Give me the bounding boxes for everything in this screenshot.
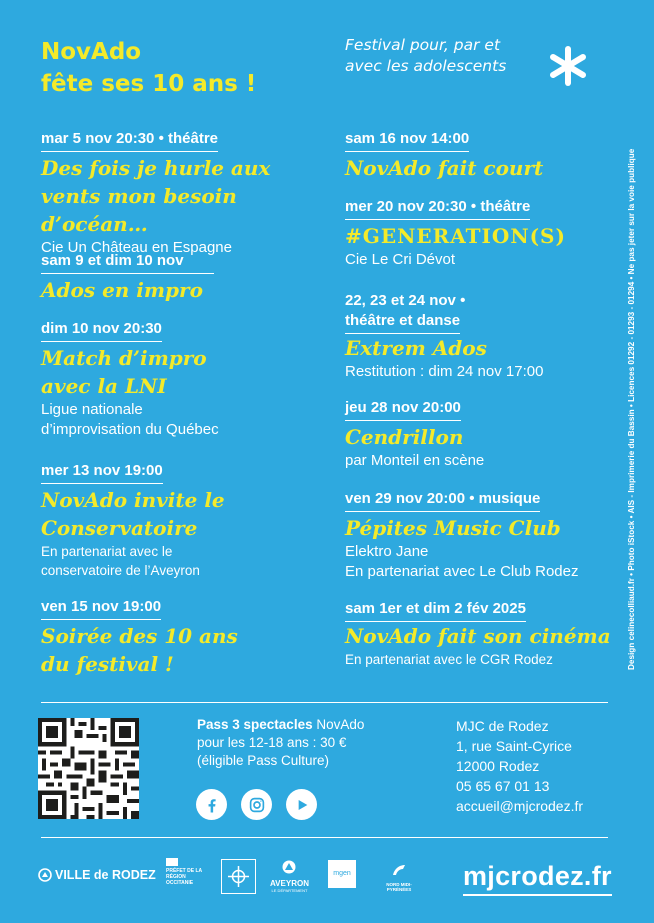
contact-address: MJC de Rodez 1, rue Saint-Cyrice 12000 Rodez 05 65 67 01 13 accueil@mjcrodez.fr <box>456 718 584 814</box>
divider <box>41 837 608 838</box>
credit-agricole-icon <box>391 863 407 877</box>
event-title: Des fois je hurle aux vents mon besoin d’océan… <box>41 156 271 236</box>
event-title: Pépites Music Club <box>345 516 561 540</box>
logo-occitanie <box>221 859 256 894</box>
occitanie-cross-icon <box>222 860 255 893</box>
divider <box>41 702 608 703</box>
logo-credit-agricole: NORD MIDI-PYRÉNÉES <box>378 863 420 892</box>
event-title: NovAdo invite le Conservatoire <box>41 488 225 540</box>
event-desc: En partenariat avec le CGR Rodez <box>345 652 553 667</box>
phone-number[interactable]: 05 65 67 01 13 <box>456 778 550 794</box>
event-desc: Cie Un Château en Espagne <box>41 239 232 256</box>
event-date: sam 9 et dim 10 nov <box>41 251 214 274</box>
event-title: Cendrillon <box>345 425 464 449</box>
event-title: #GENERATION(S) <box>345 224 566 248</box>
event-item <box>345 598 615 669</box>
print-credit: Design celinecolliaud.fr • Photo iStock • AIS - Imprimerie du Bassin • Licences 01292 - 01293 - 01294 • Ne pas jeter sur la voie publique <box>627 148 636 670</box>
event-desc: En partenariat avec le <box>41 544 173 559</box>
event-item <box>345 128 605 182</box>
event-item <box>41 128 321 258</box>
event-title: NovAdo fait son cinéma <box>345 624 611 648</box>
event-item <box>41 460 291 580</box>
rodez-emblem-icon <box>38 868 52 882</box>
event-date: mer 13 nov 19:00 <box>41 461 163 484</box>
event-date: sam 16 nov 14:00 <box>345 129 469 152</box>
event-desc: Elektro Jane <box>345 543 429 560</box>
asterisk-icon <box>548 46 588 86</box>
logo-mgen: mgen <box>328 860 356 888</box>
website-link[interactable]: mjcrodez.fr <box>463 861 612 896</box>
tagline: Festival pour, par et avec les adolescents <box>345 36 507 75</box>
event-date: dim 10 nov 20:30 <box>41 319 162 342</box>
event-date: sam 1er et dim 2 fév 2025 <box>345 599 526 622</box>
pass-info: Pass 3 spectacles NovAdo pour les 12-18 ans : 30 € (éligible Pass Culture) <box>197 717 365 768</box>
event-date: jeu 28 nov 20:00 <box>345 398 461 421</box>
event-date: mar 5 nov 20:30 • théâtre <box>41 129 218 152</box>
event-desc: Restitution : dim 24 nov 17:00 <box>345 363 544 380</box>
instagram-icon[interactable] <box>241 789 272 820</box>
event-title: Extrem Ados <box>345 336 487 360</box>
event-desc: d’improvisation du Québec <box>41 421 219 438</box>
event-desc: conservatoire de l’Aveyron <box>41 563 200 578</box>
marianne-icon <box>166 858 178 866</box>
email-link[interactable]: accueil@mjcrodez.fr <box>456 798 584 814</box>
event-kind: théâtre et danse <box>345 311 460 334</box>
facebook-icon[interactable] <box>196 789 227 820</box>
event-item <box>345 290 605 382</box>
event-desc: par Monteil en scène <box>345 452 485 469</box>
event-desc: Cie Le Cri Dévot <box>345 251 456 268</box>
event-date: 22, 23 et 24 nov • <box>345 292 466 309</box>
event-desc: En partenariat avec Le Club Rodez <box>345 563 579 580</box>
event-date: ven 15 nov 19:00 <box>41 597 161 620</box>
event-item <box>345 488 615 582</box>
logo-prefet: PRÉFET DE LA RÉGION OCCITANIE <box>166 858 210 886</box>
event-item <box>345 196 605 270</box>
social-links <box>196 789 317 820</box>
qr-code[interactable] <box>38 718 139 819</box>
page-title: NovAdo fête ses 10 ans ! <box>41 39 257 97</box>
event-title: Soirée des 10 ans du festival ! <box>41 624 238 676</box>
event-title: NovAdo fait court <box>345 156 544 180</box>
aveyron-icon <box>282 860 296 874</box>
event-title: Match d’impro avec la LNI <box>41 346 207 398</box>
event-item <box>41 250 321 304</box>
event-item <box>41 596 291 678</box>
partner-logos <box>38 858 438 898</box>
event-title: Ados en impro <box>41 278 203 302</box>
event-date: mer 20 nov 20:30 • théâtre <box>345 197 530 220</box>
event-desc: Ligue nationale <box>41 401 143 418</box>
logo-ville-rodez: VILLE de RODEZ <box>38 868 156 882</box>
event-date: ven 29 nov 20:00 • musique <box>345 489 540 512</box>
logo-aveyron: AVEYRON LE DÉPARTEMENT <box>270 860 309 893</box>
event-item <box>345 397 605 471</box>
youtube-icon[interactable] <box>286 789 317 820</box>
event-item <box>41 318 291 440</box>
